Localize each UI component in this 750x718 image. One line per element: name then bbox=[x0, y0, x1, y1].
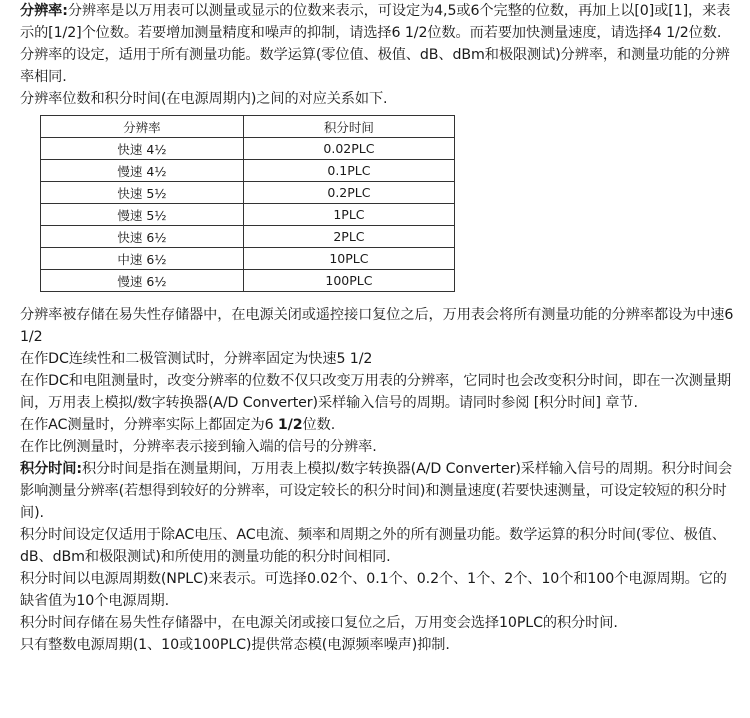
table-cell-resolution: 中速 6½ bbox=[41, 248, 244, 270]
ac-measurement-bold-digits: 1/2 bbox=[277, 417, 303, 433]
table-cell-resolution: 快速 6½ bbox=[41, 226, 244, 248]
table-header-integration-time: 积分时间 bbox=[243, 116, 454, 138]
dc-resistance-paragraph: 在作DC和电阻测量时，改变分辨率的位数不仅只改变万用表的分辨率，它同时也会改变积分时间，即在一次测量期间，万用表上模拟/数字转换器(A/D Converter)采样输入信号的周期。请同时参阅 [积分时间] 章节. bbox=[20, 373, 731, 411]
resolution-heading: 分辨率: bbox=[20, 3, 68, 19]
ratio-measurement-paragraph: 在作比例测量时，分辨率表示接到输入端的信号的分辨率. bbox=[20, 439, 377, 455]
table-cell-resolution: 慢速 6½ bbox=[41, 270, 244, 292]
table-cell-integration-time: 0.1PLC bbox=[243, 160, 454, 182]
table-cell-integration-time: 100PLC bbox=[243, 270, 454, 292]
table-cell-resolution: 慢速 5½ bbox=[41, 204, 244, 226]
table-cell-resolution: 快速 5½ bbox=[41, 182, 244, 204]
integration-time-intro-text: 积分时间是指在测量期间，万用表上模拟/数字转换器(A/D Converter)采样输入信号的周期。积分时间会影响测量分辨率(若想得到较好的分辨率，可设定较长的积分时间)和测量速度(若要快速测量，可设定较短的积分时间). bbox=[20, 461, 733, 521]
table-cell-resolution: 慢速 4½ bbox=[41, 160, 244, 182]
integration-time-heading: 积分时间: bbox=[20, 461, 82, 477]
integration-scope-paragraph: 积分时间设定仅适用于除AC电压、AC电流、频率和周期之外的所有测量功能。数学运算的积分时间(零位、极值、dB、dBm和极限测试)和所使用的测量功能的积分时间相同. bbox=[20, 527, 726, 565]
resolution-intro-text: 分辨率是以万用表可以测量或显示的位数来表示，可设定为4,5或6个完整的位数，再加上以[0]或[1]，来表示的[1/2]个位数。若要增加测量精度和噪声的抑制，请选择6 1/2位数。而若要加快测量速度，请选择4 1/2位数. bbox=[20, 3, 731, 41]
table-header-row bbox=[41, 116, 455, 138]
table-cell-integration-time: 1PLC bbox=[243, 204, 454, 226]
table-cell-integration-time: 0.02PLC bbox=[243, 138, 454, 160]
ac-measurement-paragraph bbox=[20, 414, 734, 436]
resolution-table-caption: 分辨率位数和积分时间(在电源周期内)之间的对应关系如下. bbox=[20, 91, 388, 107]
table-row bbox=[41, 204, 455, 226]
table-header-resolution: 分辨率 bbox=[41, 116, 244, 138]
table-row bbox=[41, 160, 455, 182]
table-row bbox=[41, 138, 455, 160]
table-row bbox=[41, 226, 455, 248]
ac-measurement-suffix: 位数. bbox=[302, 417, 336, 433]
table-row bbox=[41, 182, 455, 204]
table-row bbox=[41, 248, 455, 270]
table-row bbox=[41, 270, 455, 292]
resolution-intro-paragraph bbox=[20, 0, 734, 44]
resolution-storage-paragraph: 分辨率被存储在易失性存储器中，在电源关闭或遥控接口复位之后，万用表会将所有测量功能的分辨率都设为中速6 1/2 bbox=[20, 307, 734, 345]
resolution-integration-table bbox=[40, 115, 455, 292]
ac-measurement-text: 在作AC测量时，分辨率实际上都固定为6 bbox=[20, 417, 278, 433]
table-cell-resolution: 快速 4½ bbox=[41, 138, 244, 160]
dc-continuity-paragraph: 在作DC连续性和二极管测试时，分辨率固定为快速5 1/2 bbox=[20, 351, 373, 367]
table-cell-integration-time: 10PLC bbox=[243, 248, 454, 270]
table-cell-integration-time: 0.2PLC bbox=[243, 182, 454, 204]
resolution-scope-paragraph: 分辨率的设定，适用于所有测量功能。数学运算(零位值、极值、dB、dBm和极限测试)分辨率，和测量功能的分辨率相同. bbox=[20, 47, 730, 85]
integration-rejection-paragraph: 只有整数电源周期(1、10或100PLC)提供常态模(电源频率噪声)抑制. bbox=[20, 637, 450, 653]
integration-storage-paragraph: 积分时间存储在易失性存储器中，在电源关闭或接口复位之后，万用变会选择10PLC的积分时间. bbox=[20, 615, 618, 631]
integration-nplc-paragraph: 积分时间以电源周期数(NPLC)来表示。可选择0.02个、0.1个、0.2个、1个、2个、10个和100个电源周期。它的缺省值为10个电源周期. bbox=[20, 571, 727, 609]
table-cell-integration-time: 2PLC bbox=[243, 226, 454, 248]
integration-time-intro-paragraph bbox=[20, 458, 734, 524]
